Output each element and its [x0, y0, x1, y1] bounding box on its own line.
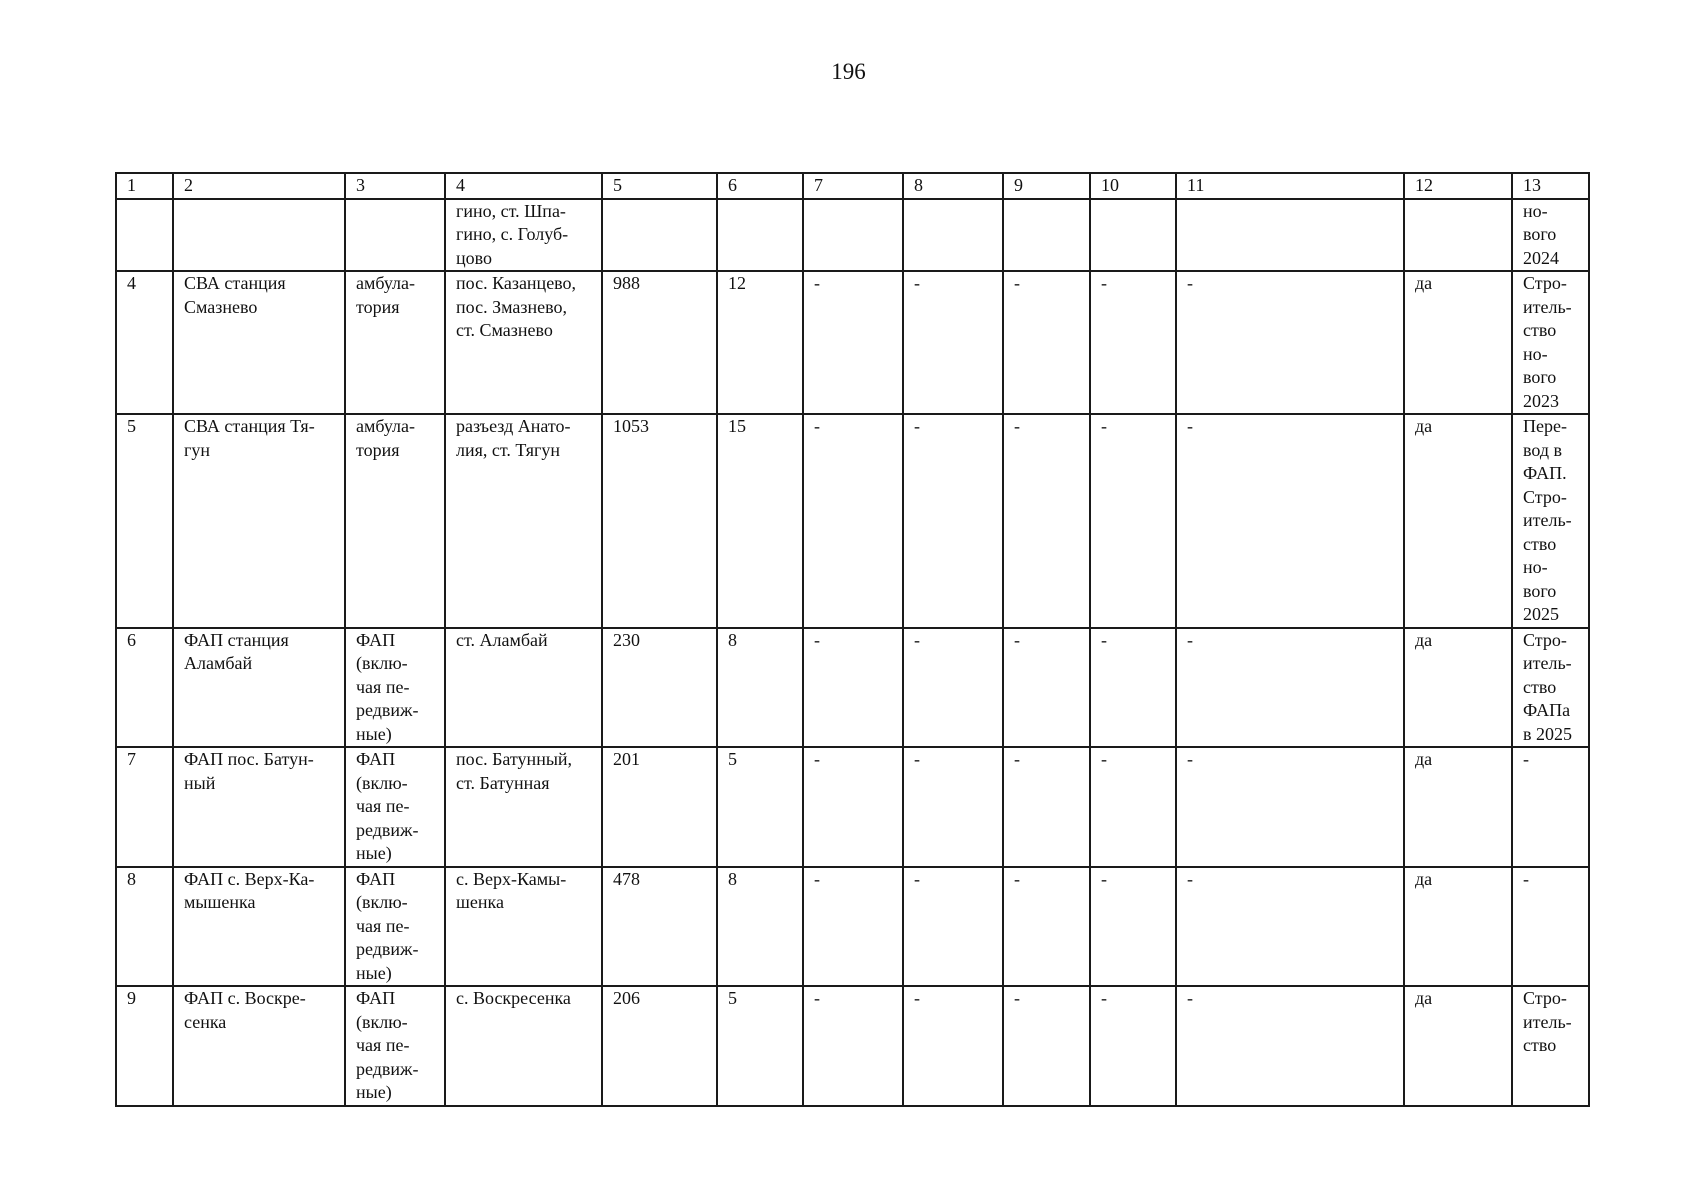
table-row [116, 867, 1589, 987]
table-cell: - [1090, 867, 1176, 987]
table-cell: - [803, 271, 903, 414]
table-header-cell: 11 [1176, 173, 1404, 199]
table-row [116, 747, 1589, 867]
table-cell: - [1003, 747, 1090, 867]
table-cell [345, 199, 445, 272]
table-cell: амбула- тория [345, 271, 445, 414]
table-cell: - [903, 986, 1003, 1106]
table-cell: - [1176, 867, 1404, 987]
table-header-cell: 7 [803, 173, 903, 199]
table-cell: да [1404, 986, 1512, 1106]
table-cell [1090, 199, 1176, 272]
table-cell: 12 [717, 271, 803, 414]
table-cell: Стро- итель- ство ФАПа в 2025 [1512, 628, 1589, 748]
table-cell: 5 [717, 747, 803, 867]
table-cell: 8 [116, 867, 173, 987]
table-header-cell: 4 [445, 173, 602, 199]
table-cell: - [1003, 628, 1090, 748]
table-cell: пос. Батунный, ст. Батунная [445, 747, 602, 867]
table-cell: ФАП пос. Батун- ный [173, 747, 345, 867]
table-cell: 8 [717, 867, 803, 987]
table-cell: - [803, 867, 903, 987]
table-cell: ст. Аламбай [445, 628, 602, 748]
table-cell: ФАП с. Воскре- сенка [173, 986, 345, 1106]
table-cell: - [1003, 414, 1090, 628]
table-cell: 206 [602, 986, 717, 1106]
table-cell: да [1404, 271, 1512, 414]
table-cell: ФАП с. Верх-Ка- мышенка [173, 867, 345, 987]
table-cell: 1053 [602, 414, 717, 628]
table-cell: - [1176, 414, 1404, 628]
table-cell: - [1176, 271, 1404, 414]
table-cell: 15 [717, 414, 803, 628]
table-header-cell: 6 [717, 173, 803, 199]
table-cell: 230 [602, 628, 717, 748]
table-cell: - [803, 747, 903, 867]
table-cell: да [1404, 628, 1512, 748]
table-cell: - [903, 867, 1003, 987]
table-cell: - [903, 628, 1003, 748]
table-header-cell: 8 [903, 173, 1003, 199]
table-cell: - [903, 747, 1003, 867]
table-cell [173, 199, 345, 272]
table-cell: 7 [116, 747, 173, 867]
table-cell: 5 [717, 986, 803, 1106]
table-header-cell: 3 [345, 173, 445, 199]
table-cell: 9 [116, 986, 173, 1106]
table-cell: - [1003, 986, 1090, 1106]
table-cell: 201 [602, 747, 717, 867]
table-cell: - [803, 628, 903, 748]
table-row [116, 199, 1589, 272]
table-cell: - [803, 414, 903, 628]
table-cell: - [1003, 271, 1090, 414]
table-cell: гино, ст. Шпа- гино, с. Голуб- цово [445, 199, 602, 272]
table-cell: 988 [602, 271, 717, 414]
table-cell: 5 [116, 414, 173, 628]
table-cell: разъезд Анато- лия, ст. Тягун [445, 414, 602, 628]
table-cell [602, 199, 717, 272]
table-cell: - [803, 986, 903, 1106]
table-cell: - [1090, 628, 1176, 748]
table-row [116, 271, 1589, 414]
table-cell: ФАП (вклю- чая пе- редвиж- ные) [345, 867, 445, 987]
table-cell: 8 [717, 628, 803, 748]
table-header-row [116, 173, 1589, 199]
page-number: 196 [831, 59, 866, 84]
table-cell: амбула- тория [345, 414, 445, 628]
table-header-cell: 1 [116, 173, 173, 199]
facilities-table [115, 172, 1590, 1107]
table-cell: - [1176, 628, 1404, 748]
table-cell: 4 [116, 271, 173, 414]
table-cell: - [1512, 747, 1589, 867]
table-cell: 6 [116, 628, 173, 748]
table-cell: - [903, 271, 1003, 414]
table-cell [803, 199, 903, 272]
table-cell: ФАП станция Аламбай [173, 628, 345, 748]
table-cell: - [1176, 747, 1404, 867]
table-cell: но- вого 2024 [1512, 199, 1589, 272]
table-cell: - [903, 414, 1003, 628]
table-cell [1176, 199, 1404, 272]
table-cell: с. Верх-Камы- шенка [445, 867, 602, 987]
table-cell [1003, 199, 1090, 272]
table-row [116, 628, 1589, 748]
table-cell: Стро- итель- ство но- вого 2023 [1512, 271, 1589, 414]
table-cell: ФАП (вклю- чая пе- редвиж- ные) [345, 747, 445, 867]
table-cell: Стро- итель- ство [1512, 986, 1589, 1106]
table-cell: - [1090, 986, 1176, 1106]
table-header-cell: 10 [1090, 173, 1176, 199]
table-cell [1404, 199, 1512, 272]
table-header-cell: 5 [602, 173, 717, 199]
table-cell: да [1404, 867, 1512, 987]
table-cell: - [1090, 747, 1176, 867]
table-header-cell: 9 [1003, 173, 1090, 199]
table-row [116, 414, 1589, 628]
table-cell: ФАП (вклю- чая пе- редвиж- ные) [345, 628, 445, 748]
table-header-cell: 12 [1404, 173, 1512, 199]
table-cell: - [1090, 271, 1176, 414]
table-cell: да [1404, 414, 1512, 628]
table-cell: да [1404, 747, 1512, 867]
table-header-cell: 13 [1512, 173, 1589, 199]
table-cell: СВА станция Смазнево [173, 271, 345, 414]
table-cell: - [1176, 986, 1404, 1106]
table-cell: с. Воскресенка [445, 986, 602, 1106]
table-row [116, 986, 1589, 1106]
table-cell [903, 199, 1003, 272]
table-cell: 478 [602, 867, 717, 987]
table-cell: Пере- вод в ФАП. Стро- итель- ство но- вого 2025 [1512, 414, 1589, 628]
table-cell: - [1003, 867, 1090, 987]
table-cell [717, 199, 803, 272]
table-cell: пос. Казанцево, пос. Змазнево, ст. Смазнево [445, 271, 602, 414]
table-cell: - [1512, 867, 1589, 987]
table-header-cell: 2 [173, 173, 345, 199]
table-cell: - [1090, 414, 1176, 628]
table-cell: СВА станция Тя- гун [173, 414, 345, 628]
table-cell: ФАП (вклю- чая пе- редвиж- ные) [345, 986, 445, 1106]
table-cell [116, 199, 173, 272]
